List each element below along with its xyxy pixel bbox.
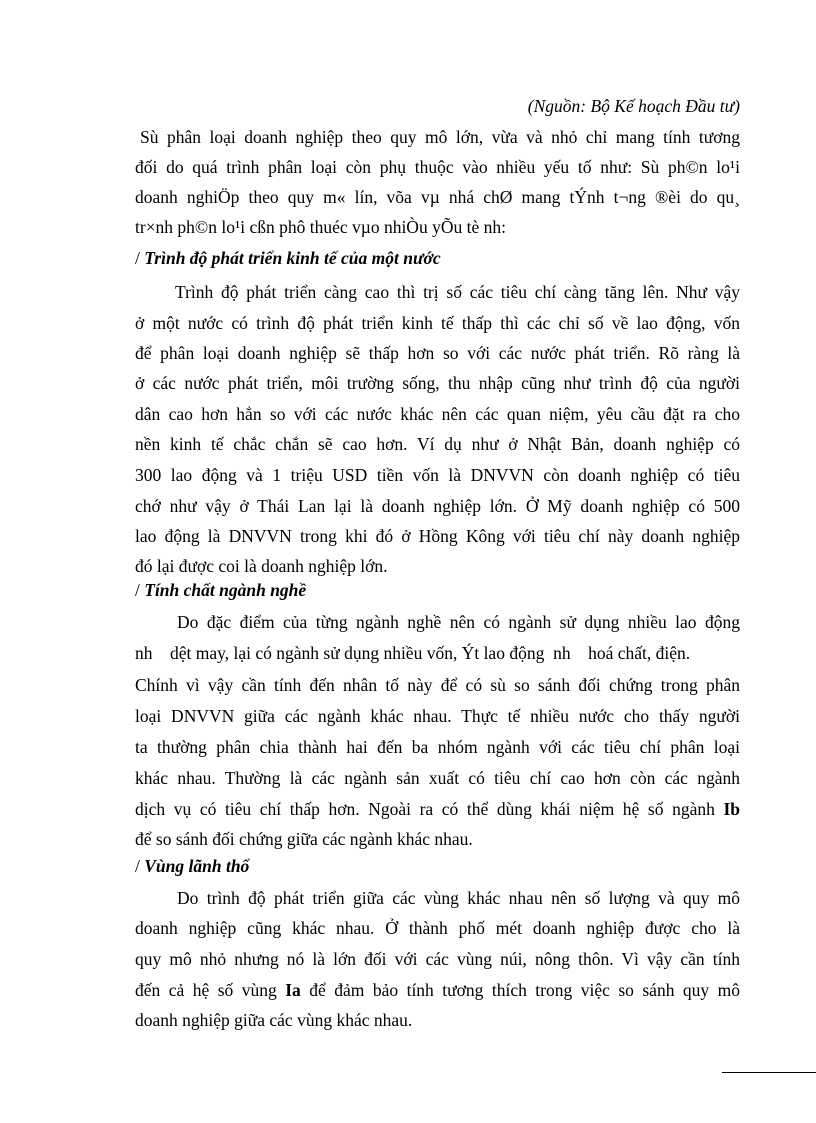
heading-slash: / <box>135 580 140 600</box>
section2-line-3: Chính vì vậy cần tính đến nhân tố này để có sù so sánh đối chứng trong phân <box>135 675 740 695</box>
line-fragment: dịch vụ có tiêu chí thấp hơn. Ngoài ra có thể dùng khái niệm hệ số ngành <box>135 799 715 819</box>
bold-term-ia: Ia <box>285 980 301 1000</box>
section3-line-1: Do trình độ phát triển giữa các vùng khác nhau nên số lượng và quy mô <box>177 888 740 908</box>
nh-fragment: nh <box>553 643 571 663</box>
section3-line-2: doanh nghiệp cũng khác nhau. Ở thành phố mét doanh nghiệp được cho là <box>135 918 740 938</box>
line-fragment: dệt may, lại có ngành sử dụng nhiều vốn, Ýt lao động <box>170 643 545 663</box>
line-fragment: để đảm bảo tính tương thích trong việc so sánh quy mô <box>309 980 740 1000</box>
intro-line-2: đối do quá trình phân loại còn phụ thuộc vào nhiều yếu tố như: Sù ph©n lo¹i <box>135 157 740 177</box>
section1-line-10: đó lại được coi là doanh nghiệp lớn. <box>135 556 388 576</box>
section2-line-7 <box>135 799 740 819</box>
footer-rule <box>722 1072 816 1073</box>
heading-title: Tính chất ngành nghề <box>144 580 307 600</box>
section1-line-5: dân cao hơn hẳn so với các nước khác nên các quan niệm, yêu cầu đặt ra cho <box>135 404 740 424</box>
section1-line-1: Trình độ phát triển càng cao thì trị số các tiêu chí càng tăng lên. Như vậy <box>175 282 740 302</box>
section1-line-9: lao động là DNVVN trong khi đó ở Hồng Kông với tiêu chí này doanh nghiệp <box>135 526 740 546</box>
nh-fragment: nh <box>135 643 153 663</box>
section1-line-7: 300 lao động và 1 triệu USD tiền vốn là DNVVN còn doanh nghiệp có tiêu <box>135 465 740 485</box>
section2-line-6: khác nhau. Thường là các ngành sản xuất có tiêu chí cao hơn còn các ngành <box>135 768 740 788</box>
section1-line-8: chớ như vậy ở Thái Lan lại là doanh nghiệp lớn. Ở Mỹ doanh nghiệp có 500 <box>135 496 740 516</box>
section2-line-1: Do đặc điểm của từng ngành nghề nên có ngành sử dụng nhiều lao động <box>177 612 740 632</box>
section-heading-development <box>135 248 740 268</box>
section1-line-2: ở một nước có trình độ phát triển kinh tế thấp thì các chỉ số về lao động, vốn <box>135 313 740 333</box>
line-fragment: đến cả hệ số vùng <box>135 980 277 1000</box>
intro-line-4: tr×nh ph©n lo¹i cßn phô thuéc vµo nhiÒu yÕu tè nh: <box>135 217 506 237</box>
intro-line-1: Sù phân loại doanh nghiệp theo quy mô lớn, vừa và nhỏ chỉ mang tính tương <box>140 127 740 147</box>
section1-line-6: nền kinh tế chắc chắn sẽ cao hơn. Ví dụ như ở Nhật Bản, doanh nghiệp có <box>135 434 740 454</box>
heading-slash: / <box>135 856 140 876</box>
section2-line-5: ta thường phân chia thành hai đến ba nhóm ngành với các tiêu chí phân loại <box>135 737 740 757</box>
source-citation: (Nguồn: Bộ Kế hoạch Đầu tư) <box>527 96 740 116</box>
section3-line-3: quy mô nhỏ nhưng nó là lớn đối với các vùng núi, nông thôn. Vì vậy cần tính <box>135 949 740 969</box>
section2-line-4: loại DNVVN giữa các ngành khác nhau. Thực tế nhiều nước cho thấy người <box>135 706 740 726</box>
section-heading-territory <box>135 856 740 876</box>
line-fragment: hoá chất, điện. <box>588 643 691 663</box>
heading-slash: / <box>135 248 140 268</box>
heading-title: Vùng lãnh thổ <box>144 856 250 876</box>
section3-line-4 <box>135 980 740 1000</box>
section-heading-industry <box>135 580 740 600</box>
section1-line-4: ở các nước phát triển, môi trường sống, thu nhập cũng như trình độ của người <box>135 373 740 393</box>
section3-line-5: doanh nghiệp giữa các vùng khác nhau. <box>135 1010 413 1030</box>
bold-term-ib: Ib <box>723 799 740 819</box>
heading-title: Trình độ phát triển kinh tế của một nước <box>144 248 441 268</box>
intro-line-3: doanh nghiÖp theo quy m« lín, võa vµ nhá chØ mang tÝnh t¬ng ®èi do qu¸ <box>135 187 740 207</box>
section2-line-2 <box>135 643 740 663</box>
section1-line-3: để phân loại doanh nghiệp sẽ thấp hơn so với các nước phát triển. Rõ ràng là <box>135 343 740 363</box>
section2-line-8: để so sánh đối chứng giữa các ngành khác nhau. <box>135 829 473 849</box>
